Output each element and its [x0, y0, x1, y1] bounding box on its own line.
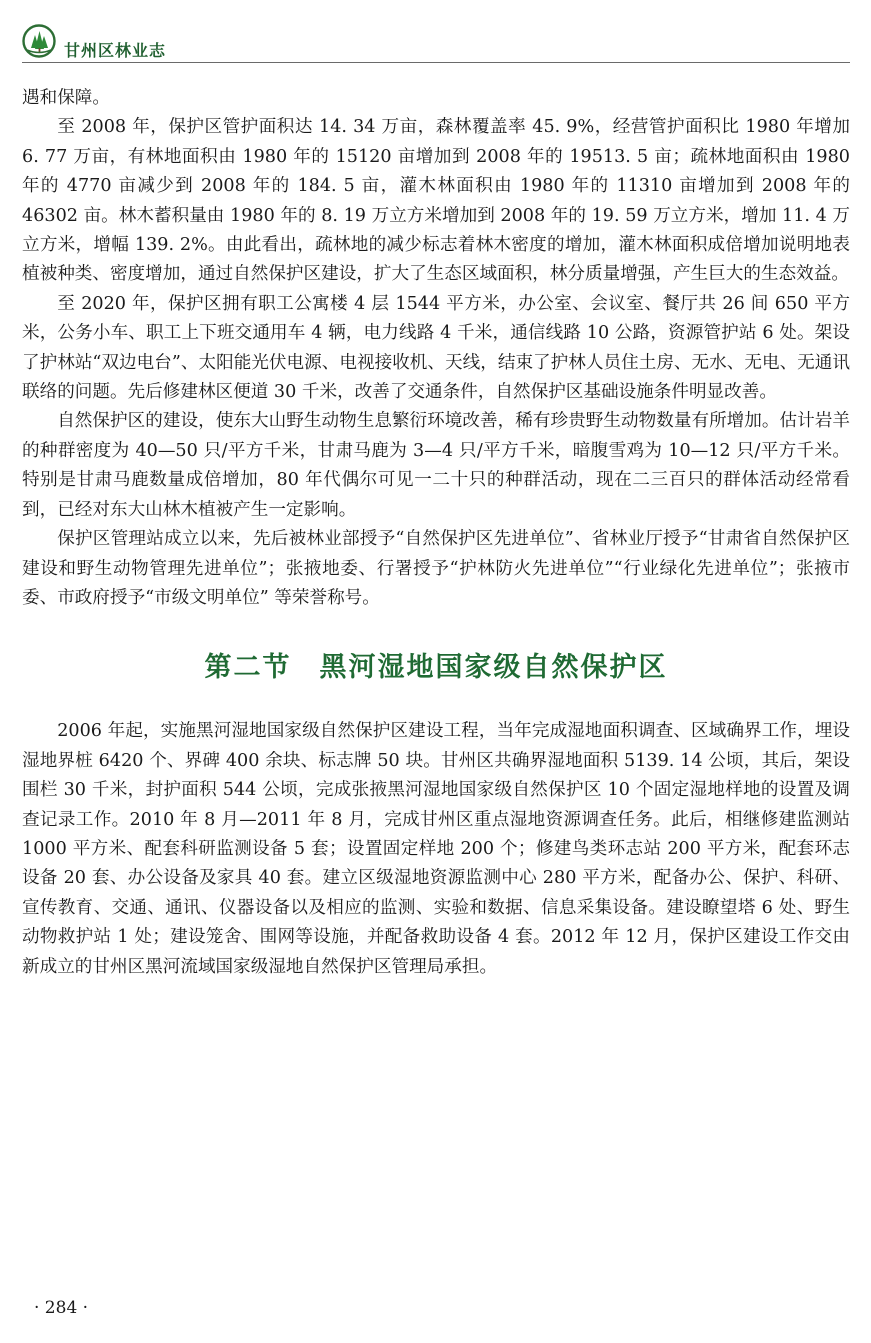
paragraph-wildlife: 自然保护区的建设，使东大山野生动物生息繁衍环境改善，稀有珍贵野生动物数量有所增加。估计岩羊的种群密度为 40—50 只/平方千米，甘肃马鹿为 3—4 只/平方千米，暗腹雪鸡为 10—12 只/平方千米。特别是甘肃马鹿数量成倍增加，80 年代偶尔可见一二十只的种群活动，现在二三百只的群体活动经常看到，已经对东大山林木植被产生一定影响。 — [22, 411, 850, 520]
forest-tree-logo-icon — [22, 24, 56, 58]
page-number: · 284 · — [34, 1298, 89, 1318]
paragraph-2020-facilities: 至 2020 年，保护区拥有职工公寓楼 4 层 1544 平方米，办公室、会议室、餐厅共 26 间 650 平方米，公务小车、职工上下班交通用车 4 辆，电力线路 4 千米，通信线路 10 公路，资源管护站 6 处。架设了护林站“双边电台”、太阳能光伏电源、电视接收机、天线，结束了护林人员住土房、无水、无电、无通讯联络的问题。先后修建林区便道 30 千米，改善了交通条件，自然保护区基础设施条件明显改善。 — [22, 293, 850, 403]
running-header — [22, 24, 850, 64]
paragraph-2008-statistics: 至 2008 年，保护区管护面积达 14. 34 万亩，森林覆盖率 45. 9%，经营管护面积比 1980 年增加 6. 77 万亩，有林地面积由 1980 年的 15120 亩增加到 2008 年的 19513. 5 亩；疏林地面积由 1980 年的 4770 亩减少到 2008 年的 184. 5 亩，灌木林面积由 1980 年的 11310 亩增加到 2008 年的 46302 亩。林木蓄积量由 1980 年的 8. 19 万立方米增加到 2008 年的 19. 59 万立方米，增加 11. 4 万立方米，增幅 139. 2%。由此看出，疏林地的减少标志着林木密度的增加，灌木林面积成倍增加说明地表植被种类、密度增加，通过自然保护区建设，扩大了生态区域面积，林分质量增强，产生巨大的生态效益。 — [22, 117, 850, 285]
paragraph-wetland-reserve: 2006 年起，实施黑河湿地国家级自然保护区建设工程，当年完成湿地面积调查、区域确界工作，埋设湿地界桩 6420 个、界碑 400 余块、标志牌 50 块。甘州区共确界湿地面积 5139. 14 公顷，其后，架设围栏 30 千米，封护面积 544 公顷，完成张掖黑河湿地国家级自然保护区 10 个固定湿地样地的设置及调查记录工作。2010 年 8 月—2011 年 8 月，完成甘州区重点湿地资源调查任务。此后，相继修建监测站 1000 平方米、配套科研监测设备 5 套；设置固定样地 200 个；修建鸟类环志站 200 平方米，配套环志设备 20 套、办公设备及家具 40 套。建立区级湿地资源监测中心 280 平方米，配备办公、保护、科研、宣传教育、交通、通讯、仪器设备以及相应的监测、实验和数据、信息采集设备。建设瞭望塔 6 处、野生动物救护站 1 处；建设笼舍、围网等设施，并配备救助设备 4 套。2012 年 12 月，保护区建设工作交由新成立的甘州区黑河流域国家级湿地自然保护区管理局承担。 — [22, 721, 850, 977]
section-title-text: 黑河湿地国家级自然保护区 — [319, 652, 668, 684]
paragraph-continuation: 遇和保障。 — [22, 88, 110, 108]
section-heading — [22, 649, 850, 687]
header-divider — [22, 62, 850, 63]
page-body — [22, 84, 850, 982]
paragraph-honors: 保护区管理站成立以来，先后被林业部授予“自然保护区先进单位”、省林业厅授予“甘肃省自然保护区建设和野生动物管理先进单位”；张掖地委、行署授予“护林防火先进单位”“行业绿化先进单位”；张掖市委、市政府授予“市级文明单位” 等荣誉称号。 — [22, 529, 850, 608]
section-number: 第二节 — [204, 652, 292, 684]
book-title: 甘州区林业志 — [64, 41, 167, 60]
